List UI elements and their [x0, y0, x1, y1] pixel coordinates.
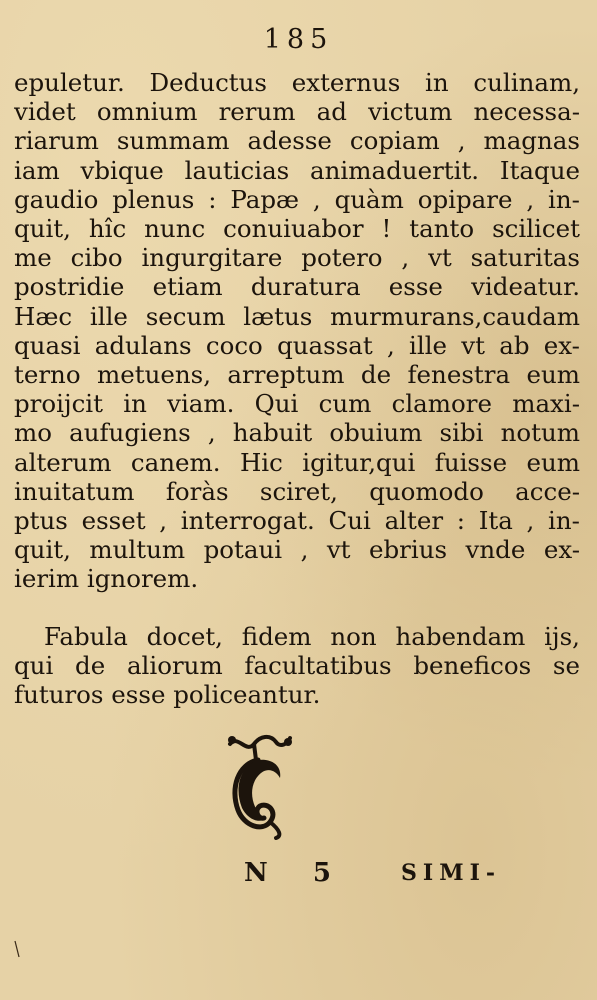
text-line: mo aufugiens , habuit obuium sibi notum — [14, 418, 580, 448]
text-line: Hæc ille secum lætus murmurans,caudam — [14, 301, 580, 331]
moral-line: qui de aliorum facultatibus beneficos se — [14, 651, 580, 681]
catchword: SIMI- — [401, 860, 501, 886]
page-number: 185 — [263, 24, 334, 55]
text-line: ptus esset , interrogat. Cui alter : Ita , in- — [14, 506, 580, 536]
fable-body-text — [14, 68, 580, 594]
text-line: postridie etiam duratura esse videatur. — [14, 272, 580, 302]
text-line: alterum canem. Hic igitur,qui fuisse eum — [14, 447, 580, 477]
signature-mark: N 5 — [244, 858, 349, 888]
moral-line: Fabula docet, fidem non habendam ijs, — [44, 622, 580, 651]
text-line: gaudio plenus : Papæ , quàm opipare , in- — [14, 184, 580, 214]
text-line: terno metuens, arreptum de fenestra eum — [14, 360, 580, 390]
text-line: epuletur. Deductus externus in culinam, — [14, 68, 580, 97]
text-line: videt omnium rerum ad victum necessa- — [14, 97, 580, 127]
ink-smudge-icon — [14, 940, 20, 958]
moral-line: futuros esse policeantur. — [14, 680, 321, 710]
text-line: riarum summam adesse copiam , magnas — [14, 126, 580, 156]
text-line: proijcit in viam. Qui cum clamore maxi- — [14, 389, 580, 419]
text-line: quit, hîc nunc conuiuabor ! tanto scilicet — [14, 214, 580, 244]
text-line: me cibo ingurgitare potero , vt saturitas — [14, 243, 580, 273]
text-line: quit, multum potaui , vt ebrius vnde ex- — [14, 535, 580, 565]
fable-moral-text — [14, 622, 580, 710]
text-line: iam vbique lauticias animaduertit. Itaque — [14, 155, 580, 185]
text-line: inuitatum foràs sciret, quomodo acce- — [14, 476, 580, 506]
printers-ornament-icon — [224, 730, 294, 840]
text-line: quasi adulans coco quassat , ille vt ab ex- — [14, 330, 580, 360]
text-line: ierim ignorem. — [14, 564, 199, 594]
